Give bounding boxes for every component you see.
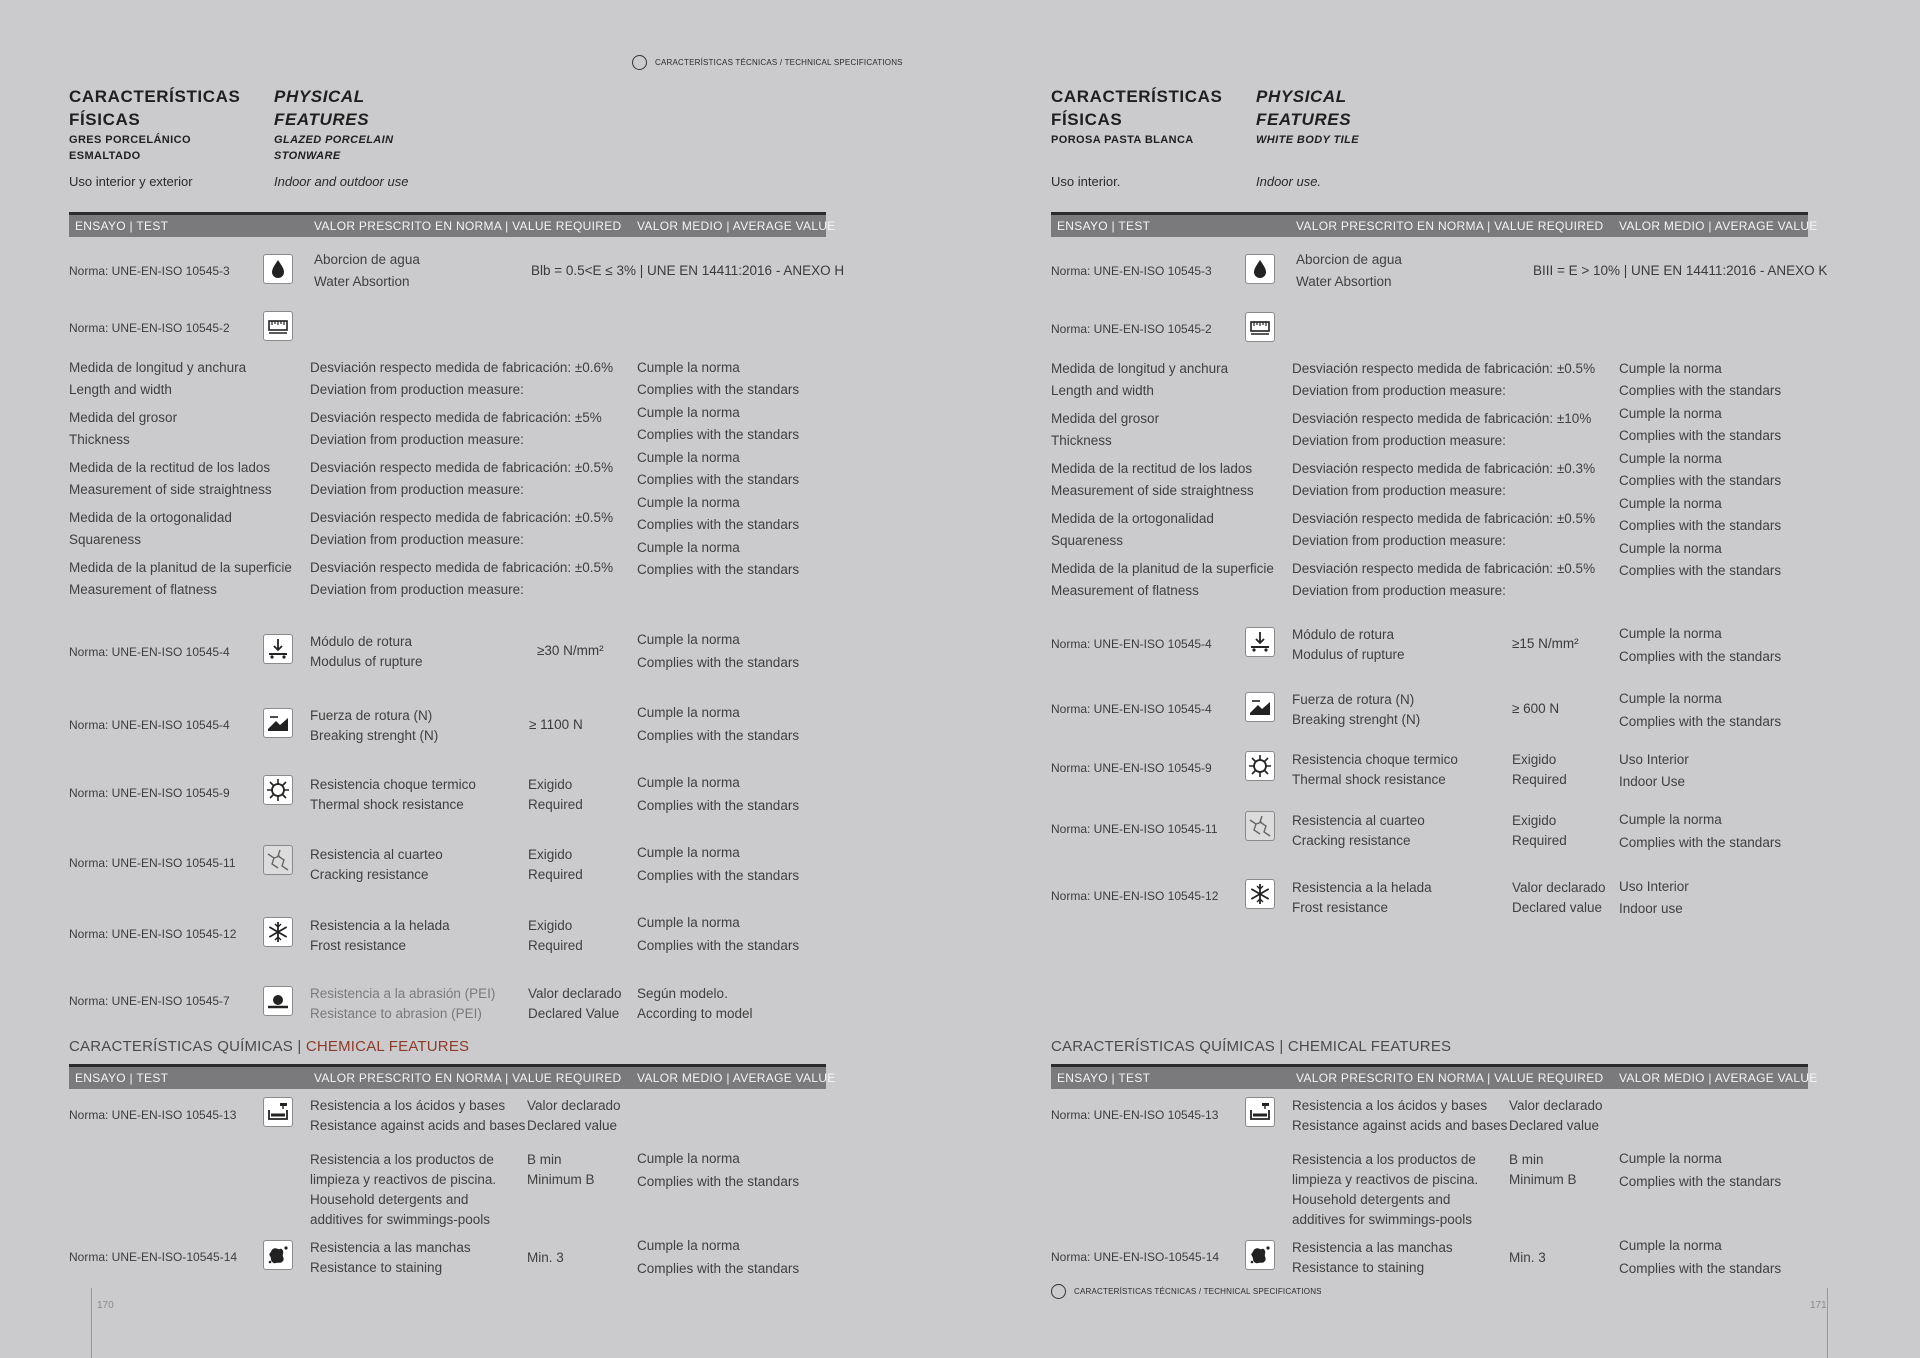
breaking-icon: [263, 708, 293, 738]
stain-icon: [263, 1240, 293, 1270]
square-es: Medida de la ortogonalidad: [1051, 511, 1214, 526]
dev-flat-en: Deviation from production measure:: [1292, 583, 1506, 598]
declared-value: Declared value: [1512, 900, 1603, 915]
table-header: [69, 212, 836, 237]
col-test: ENSAYO | TEST: [75, 1071, 169, 1085]
dev-flat-en: Deviation from production measure:: [310, 582, 524, 597]
col-required: VALOR PRESCRITO EN NORMA | VALUE REQUIRED: [1296, 219, 1604, 233]
subtitle-en-1: WHITE BODY TILE: [1256, 134, 1359, 146]
complies: Complies with the standars: [1619, 835, 1782, 850]
cumple: Cumple la norma: [1619, 1151, 1722, 1166]
len-es: Medida de longitud y anchura: [1051, 361, 1229, 376]
thermal-en: Thermal shock resistance: [1292, 772, 1446, 787]
complies: Complies with the standars: [637, 382, 800, 397]
required: Required: [528, 797, 583, 812]
segun: Según modelo.: [637, 986, 728, 1001]
clean-3: Household detergents and: [310, 1192, 469, 1207]
valor-declarado: Valor declarado: [1509, 1098, 1603, 1113]
cumple: Cumple la norma: [1619, 496, 1722, 511]
page-margin-line: [1827, 1288, 1828, 1358]
force-es: Fuerza de rotura (N): [1292, 692, 1415, 707]
force-value: ≥ 1100 N: [529, 717, 583, 732]
uso-interior: Uso Interior: [1619, 752, 1689, 767]
thick-es: Medida del grosor: [69, 410, 178, 425]
cumple: Cumple la norma: [637, 405, 740, 420]
dev-thick-en: Deviation from production measure:: [1292, 433, 1506, 448]
press-down-icon: [1245, 627, 1275, 657]
complies: Complies with the standars: [1619, 473, 1782, 488]
top-mark: CARACTERÍSTICAS TÉCNICAS / TECHNICAL SPECIFICATIONS: [655, 58, 903, 67]
complies: Complies with the standars: [637, 655, 800, 670]
square-en: Squareness: [1051, 533, 1124, 548]
acid-icon: [263, 1097, 293, 1127]
mod-en: Modulus of rupture: [310, 654, 423, 669]
col-average: VALOR MEDIO | AVERAGE VALUE: [637, 1071, 836, 1085]
stain-en: Resistance to staining: [1292, 1260, 1425, 1275]
minb: Minimum B: [527, 1172, 595, 1187]
col-test: ENSAYO | TEST: [1057, 1071, 1151, 1085]
clean-2: limpieza y reactivos de piscina.: [1292, 1172, 1479, 1187]
cumple: Cumple la norma: [637, 360, 740, 375]
thermal-en: Thermal shock resistance: [310, 797, 464, 812]
col-required: VALOR PRESCRITO EN NORMA | VALUE REQUIRED: [1296, 1071, 1604, 1085]
page-margin-line: [91, 1288, 92, 1358]
page-number: 171: [1810, 1300, 1827, 1311]
title-es-1: CARACTERÍSTICAS: [1051, 87, 1223, 106]
exigido: Exigido: [1512, 752, 1557, 767]
cumple: Cumple la norma: [637, 845, 740, 860]
cumple: Cumple la norma: [637, 450, 740, 465]
complies: Complies with the standars: [1619, 1261, 1782, 1276]
thermal-es: Resistencia choque termico: [1292, 752, 1458, 767]
complies: Complies with the standars: [1619, 563, 1782, 578]
title-es-2: FÍSICAS: [1051, 110, 1123, 129]
crack-es: Resistencia al cuarteo: [310, 847, 443, 862]
clean-4: additives for swimmings-pools: [1292, 1212, 1473, 1227]
flat-es: Medida de la planitud de la superficie: [69, 560, 292, 575]
required: Required: [528, 938, 583, 953]
cumple: Cumple la norma: [1619, 541, 1722, 556]
dev-flat: Desviación respecto medida de fabricación: ±0.5%: [310, 560, 614, 575]
snowflake-icon: [1245, 879, 1275, 909]
thick-es: Medida del grosor: [1051, 411, 1160, 426]
title-es-1: CARACTERÍSTICAS: [69, 87, 241, 106]
acid-es: Resistencia a los ácidos y bases: [310, 1098, 506, 1113]
complies: Complies with the standars: [637, 1174, 800, 1189]
cumple: Cumple la norma: [637, 775, 740, 790]
acid-en: Resistance against acids and bases: [310, 1118, 526, 1133]
dev-len: Desviación respecto medida de fabricación: ±0.6%: [310, 360, 614, 375]
crack-es: Resistencia al cuarteo: [1292, 813, 1425, 828]
chem-title-es: CARACTERÍSTICAS QUÍMICAS |: [69, 1038, 306, 1055]
declared-value: Declared Value: [528, 1006, 620, 1021]
straight-es: Medida de la rectitud de los lados: [69, 460, 271, 475]
exigido: Exigido: [528, 847, 573, 862]
chemical-section-title: CARACTERÍSTICAS QUÍMICAS | CHEMICAL FEATURES: [1051, 1038, 1452, 1055]
cumple: Cumple la norma: [1619, 406, 1722, 421]
dev-square-en: Deviation from production measure:: [310, 532, 524, 547]
exigido: Exigido: [1512, 813, 1557, 828]
dev-square: Desviación respecto medida de fabricación: ±0.5%: [1292, 511, 1596, 526]
dev-len-en: Deviation from production measure:: [310, 382, 524, 397]
complies: Complies with the standars: [637, 798, 800, 813]
valor-declarado: Valor declarado: [527, 1098, 621, 1113]
required: Required: [1512, 833, 1567, 848]
complies: Complies with the standars: [1619, 1174, 1782, 1189]
min3: Min. 3: [527, 1250, 564, 1265]
chemical-section-title: [69, 1038, 469, 1055]
norm-label: Norma: UNE-EN-ISO 10545-11: [69, 856, 236, 870]
ruler-icon: [263, 311, 293, 341]
according: According to model: [637, 1006, 753, 1021]
complies: Complies with the standars: [1619, 649, 1782, 664]
force-en: Breaking strenght (N): [310, 728, 439, 743]
title-en-1: PHYSICAL: [274, 87, 365, 106]
absorption-value: BIII = E > 10% | UNE EN 14411:2016 - ANEXO K: [1533, 263, 1828, 278]
complies: Complies with the standars: [1619, 518, 1782, 533]
cumple: Cumple la norma: [637, 915, 740, 930]
stain-es: Resistencia a las manchas: [310, 1240, 471, 1255]
frost-es: Resistencia a la helada: [310, 918, 450, 933]
complies: Complies with the standars: [1619, 714, 1782, 729]
norm-label: Norma: UNE-EN-ISO 10545-4: [69, 718, 230, 732]
flat-en: Measurement of flatness: [1051, 583, 1199, 598]
indoor-use: Indoor Use: [1619, 774, 1686, 789]
cumple: Cumple la norma: [1619, 451, 1722, 466]
right-page: [982, 0, 1828, 1358]
cumple: Cumple la norma: [1619, 1238, 1722, 1253]
cumple: Cumple la norma: [637, 495, 740, 510]
crack-en: Cracking resistance: [1292, 833, 1411, 848]
title-en-2: FEATURES: [1256, 110, 1352, 129]
cumple: Cumple la norma: [1619, 626, 1722, 641]
bottom-mark: CARACTERÍSTICAS TÉCNICAS / TECHNICAL SPECIFICATIONS: [1074, 1287, 1322, 1296]
dev-thick: Desviación respecto medida de fabricación: ±5%: [310, 410, 602, 425]
dev-straight: Desviación respecto medida de fabricación: ±0.5%: [310, 460, 614, 475]
norm-label: Norma: UNE-EN-ISO 10545-13: [69, 1108, 237, 1122]
dev-straight-en: Deviation from production measure:: [1292, 483, 1506, 498]
chem-table-header: [69, 1064, 836, 1089]
cumple: Cumple la norma: [637, 632, 740, 647]
use-en: Indoor and outdoor use: [274, 174, 409, 189]
complies: Complies with the standars: [637, 562, 800, 577]
absorption-en: Water Absortion: [314, 274, 410, 289]
absorption-value: Blb = 0.5<E ≤ 3% | UNE EN 14411:2016 - ANEXO H: [531, 263, 845, 278]
modulus-value: ≥15 N/mm²: [1512, 636, 1579, 651]
complies: Complies with the standars: [637, 517, 800, 532]
cumple: Cumple la norma: [1619, 812, 1722, 827]
absorption-es: Aborcion de agua: [1296, 252, 1402, 267]
dev-square-en: Deviation from production measure:: [1292, 533, 1506, 548]
complies: Complies with the standars: [637, 938, 800, 953]
len-es: Medida de longitud y anchura: [69, 360, 247, 375]
indoor-use: Indoor use: [1619, 901, 1683, 916]
norm-label: Norma: UNE-EN-ISO 10545-7: [69, 994, 230, 1008]
complies: Complies with the standars: [637, 868, 800, 883]
table-header: [1051, 212, 1818, 237]
force-value: ≥ 600 N: [1512, 701, 1560, 716]
col-test: ENSAYO | TEST: [75, 219, 169, 233]
brand-seal-icon: [1051, 1284, 1066, 1299]
exigido: Exigido: [528, 918, 573, 933]
use-en: Indoor use.: [1256, 174, 1322, 189]
flat-en: Measurement of flatness: [69, 582, 217, 597]
brand-seal-icon: [632, 55, 647, 70]
col-test: ENSAYO | TEST: [1057, 219, 1151, 233]
norm-label: Norma: UNE-EN-ISO 10545-4: [1051, 702, 1212, 716]
crack-en: Cracking resistance: [310, 867, 429, 882]
bmin: B min: [527, 1152, 562, 1167]
valor-declarado: Valor declarado: [1512, 880, 1606, 895]
subtitle-es-1: GRES PORCELÁNICO: [69, 134, 191, 146]
mod-es: Módulo de rotura: [1292, 627, 1395, 642]
stain-es: Resistencia a las manchas: [1292, 1240, 1453, 1255]
norm-label: Norma: UNE-EN-ISO-10545-14: [69, 1250, 238, 1264]
absorption-en: Water Absortion: [1296, 274, 1392, 289]
straight-en: Measurement of side straightness: [1051, 483, 1254, 498]
cracking-icon: [263, 845, 293, 875]
flat-es: Medida de la planitud de la superficie: [1051, 561, 1274, 576]
complies: Complies with the standars: [637, 472, 800, 487]
subtitle-en-2: STONWARE: [274, 150, 341, 162]
acid-en: Resistance against acids and bases: [1292, 1118, 1508, 1133]
norm-label: Norma: UNE-EN-ISO 10545-9: [1051, 761, 1212, 775]
acid-es: Resistencia a los ácidos y bases: [1292, 1098, 1488, 1113]
page-number: 170: [97, 1300, 114, 1311]
dev-thick: Desviación respecto medida de fabricación: ±10%: [1292, 411, 1592, 426]
declared-value: Declared value: [1509, 1118, 1600, 1133]
declared-value: Declared value: [527, 1118, 618, 1133]
min3: Min. 3: [1509, 1250, 1546, 1265]
norm-label: Norma: UNE-EN-ISO 10545-4: [1051, 637, 1212, 651]
dev-len-en: Deviation from production measure:: [1292, 383, 1506, 398]
norm-label: Norma: UNE-EN-ISO 10545-12: [1051, 889, 1219, 903]
stain-en: Resistance to staining: [310, 1260, 443, 1275]
clean-1: Resistencia a los productos de: [1292, 1152, 1476, 1167]
thick-en: Thickness: [69, 432, 130, 447]
thick-en: Thickness: [1051, 433, 1112, 448]
bmin: B min: [1509, 1152, 1544, 1167]
absorption-es: Aborcion de agua: [314, 252, 420, 267]
norm-label: Norma: UNE-EN-ISO 10545-2: [1051, 322, 1212, 336]
cumple: Cumple la norma: [637, 705, 740, 720]
stain-icon: [1245, 1240, 1275, 1270]
water-drop-icon: [263, 254, 293, 284]
cumple: Cumple la norma: [637, 1151, 740, 1166]
minb: Minimum B: [1509, 1172, 1577, 1187]
chem-table-header: [1051, 1064, 1818, 1089]
col-average: VALOR MEDIO | AVERAGE VALUE: [1619, 219, 1818, 233]
len-en: Length and width: [69, 382, 172, 397]
mod-en: Modulus of rupture: [1292, 647, 1405, 662]
norm-label: Norma: UNE-EN-ISO 10545-11: [1051, 822, 1218, 836]
complies: Complies with the standars: [1619, 428, 1782, 443]
col-required: VALOR PRESCRITO EN NORMA | VALUE REQUIRED: [314, 219, 622, 233]
subtitle-en-1: GLAZED PORCELAIN: [274, 134, 394, 146]
valor-declarado: Valor declarado: [528, 986, 622, 1001]
cumple: Cumple la norma: [1619, 691, 1722, 706]
snowflake-icon: [263, 917, 293, 947]
norm-label: Norma: UNE-EN-ISO 10545-9: [69, 786, 230, 800]
dev-len: Desviación respecto medida de fabricación: ±0.5%: [1292, 361, 1596, 376]
use-es: Uso interior y exterior: [69, 174, 193, 189]
clean-1: Resistencia a los productos de: [310, 1152, 494, 1167]
modulus-value: ≥30 N/mm²: [537, 643, 604, 658]
thermal-shock-icon: [1245, 751, 1275, 781]
col-required: VALOR PRESCRITO EN NORMA | VALUE REQUIRED: [314, 1071, 622, 1085]
norm-label: Norma: UNE-EN-ISO-10545-14: [1051, 1250, 1220, 1264]
cracking-icon: [1245, 811, 1275, 841]
frost-en: Frost resistance: [1292, 900, 1389, 915]
clean-3: Household detergents and: [1292, 1192, 1451, 1207]
title-es-2: FÍSICAS: [69, 110, 141, 129]
norm-label: Norma: UNE-EN-ISO 10545-4: [69, 645, 230, 659]
chem-title-en: CHEMICAL FEATURES: [305, 1038, 470, 1055]
subtitle-es-2: ESMALTADO: [69, 150, 141, 162]
abr-en: Resistance to abrasion (PEI): [310, 1006, 482, 1021]
subtitle-es-1: POROSA PASTA BLANCA: [1051, 134, 1194, 146]
use-es: Uso interior.: [1051, 174, 1121, 189]
frost-en: Frost resistance: [310, 938, 407, 953]
title-en-1: PHYSICAL: [1256, 87, 1347, 106]
acid-icon: [1245, 1097, 1275, 1127]
square-en: Squareness: [69, 532, 142, 547]
complies: Complies with the standars: [637, 1261, 800, 1276]
norm-label: Norma: UNE-EN-ISO 10545-3: [1051, 264, 1212, 278]
straight-es: Medida de la rectitud de los lados: [1051, 461, 1253, 476]
complies: Complies with the standars: [1619, 383, 1782, 398]
norm-label: Norma: UNE-EN-ISO 10545-2: [69, 321, 230, 335]
force-en: Breaking strenght (N): [1292, 712, 1421, 727]
required: Required: [528, 867, 583, 882]
len-en: Length and width: [1051, 383, 1154, 398]
square-es: Medida de la ortogonalidad: [69, 510, 232, 525]
dev-thick-en: Deviation from production measure:: [310, 432, 524, 447]
mod-es: Módulo de rotura: [310, 634, 413, 649]
col-average: VALOR MEDIO | AVERAGE VALUE: [1619, 1071, 1818, 1085]
dev-straight-en: Deviation from production measure:: [310, 482, 524, 497]
straight-en: Measurement of side straightness: [69, 482, 272, 497]
complies: Complies with the standars: [637, 427, 800, 442]
thermal-es: Resistencia choque termico: [310, 777, 476, 792]
clean-2: limpieza y reactivos de piscina.: [310, 1172, 497, 1187]
breaking-icon: [1245, 692, 1275, 722]
abrasion-icon: [263, 986, 293, 1016]
dev-straight: Desviación respecto medida de fabricación: ±0.3%: [1292, 461, 1596, 476]
cumple: Cumple la norma: [1619, 361, 1722, 376]
frost-es: Resistencia a la helada: [1292, 880, 1432, 895]
uso-interior: Uso Interior: [1619, 879, 1689, 894]
exigido: Exigido: [528, 777, 573, 792]
col-average: VALOR MEDIO | AVERAGE VALUE: [637, 219, 836, 233]
dev-square: Desviación respecto medida de fabricación: ±0.5%: [310, 510, 614, 525]
cumple: Cumple la norma: [637, 540, 740, 555]
norm-label: Norma: UNE-EN-ISO 10545-12: [69, 927, 237, 941]
required: Required: [1512, 772, 1567, 787]
water-drop-icon: [1245, 254, 1275, 284]
norm-label: Norma: UNE-EN-ISO 10545-3: [69, 264, 230, 278]
norm-label: Norma: UNE-EN-ISO 10545-13: [1051, 1108, 1219, 1122]
ruler-icon: [1245, 312, 1275, 342]
dev-flat: Desviación respecto medida de fabricación: ±0.5%: [1292, 561, 1596, 576]
left-page: [0, 0, 903, 1358]
cumple: Cumple la norma: [637, 1238, 740, 1253]
abr-es: Resistencia a la abrasión (PEI): [310, 986, 496, 1001]
complies: Complies with the standars: [637, 728, 800, 743]
title-en-2: FEATURES: [274, 110, 370, 129]
clean-4: additives for swimmings-pools: [310, 1212, 491, 1227]
press-down-icon: [263, 634, 293, 664]
thermal-shock-icon: [263, 775, 293, 805]
force-es: Fuerza de rotura (N): [310, 708, 433, 723]
